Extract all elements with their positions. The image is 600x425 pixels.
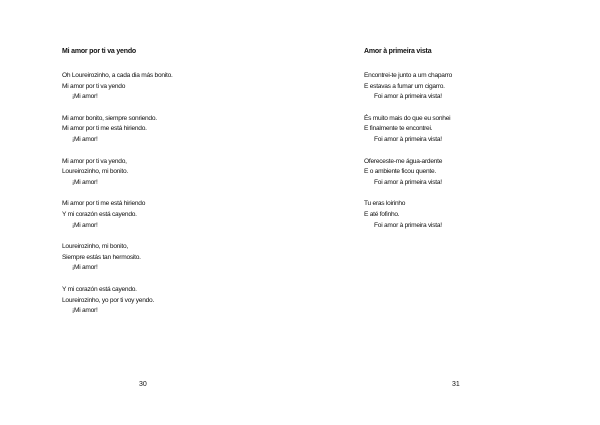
poem-body [62, 71, 173, 328]
verse-line: E até fofinho. [364, 210, 400, 218]
poem-title: Mi amor por ti va yendo [62, 48, 136, 55]
verse-line: Mi amor por ti va yendo [62, 82, 126, 90]
stanza [62, 242, 173, 274]
refrain-line: ¡Mi amor! [72, 93, 98, 101]
verse-line: Loureirozinho, yo por ti voy yendo. [62, 296, 155, 304]
refrain-line: Foi amor à primeira vista! [374, 93, 442, 101]
poem-body [364, 71, 452, 242]
verse-line: E finalmente te encontrei. [364, 125, 433, 133]
verse-line: Oh Loureirozinho, a cada dia más bonito. [62, 72, 173, 79]
verse-line: E o ambiente ficou quente. [364, 168, 436, 176]
verse-line: Mi amor por ti me está hiriendo [62, 200, 146, 208]
verse-line: E estavas a fumar um cigarro. [364, 82, 445, 90]
page-number: 31 [452, 381, 460, 388]
verse-line: Mi amor por ti me está hiriendo. [62, 125, 147, 133]
verse-line: Y mi corazón está cayendo. [62, 285, 137, 293]
stanza [364, 114, 452, 146]
verse-line: Y mi corazón está cayendo. [62, 210, 137, 218]
refrain-line: Foi amor à primeira vista! [374, 221, 442, 229]
stanza [62, 114, 173, 146]
stanza [364, 157, 452, 189]
refrain-line: Foi amor à primeira vista! [374, 135, 442, 143]
right-page [300, 0, 600, 425]
stanza [62, 199, 173, 231]
verse-line: Tu eras loirinho [364, 200, 406, 208]
verse-line: És muito mais do que eu sonhei [364, 114, 451, 122]
stanza [62, 285, 173, 317]
refrain-line: ¡Mi amor! [72, 221, 98, 229]
stanza [364, 71, 452, 103]
verse-line: Siempre estás tan hermosito. [62, 253, 141, 261]
refrain-line: Foi amor à primeira vista! [374, 178, 442, 186]
stanza [62, 71, 173, 103]
refrain-line: ¡Mi amor! [72, 307, 98, 315]
refrain-line: ¡Mi amor! [72, 135, 98, 143]
stanza [62, 157, 173, 189]
refrain-line: ¡Mi amor! [72, 264, 98, 272]
verse-line: Ofereceste-me água-ardente [364, 157, 443, 165]
poem-title: Amor à primeira vista [364, 48, 432, 55]
stanza [364, 199, 452, 231]
verse-line: Mi amor por ti va yendo, [62, 157, 127, 165]
verse-line: Loureirozinho, mi bonito, [62, 243, 128, 251]
verse-line: Encontrei-te junto a um chaparro [364, 72, 453, 79]
verse-line: Mi amor bonito, siempre sonriendo. [62, 114, 157, 122]
verse-line: Loureirozinho, mi bonito. [62, 168, 128, 176]
refrain-line: ¡Mi amor! [72, 178, 98, 186]
page-number: 30 [139, 381, 147, 388]
